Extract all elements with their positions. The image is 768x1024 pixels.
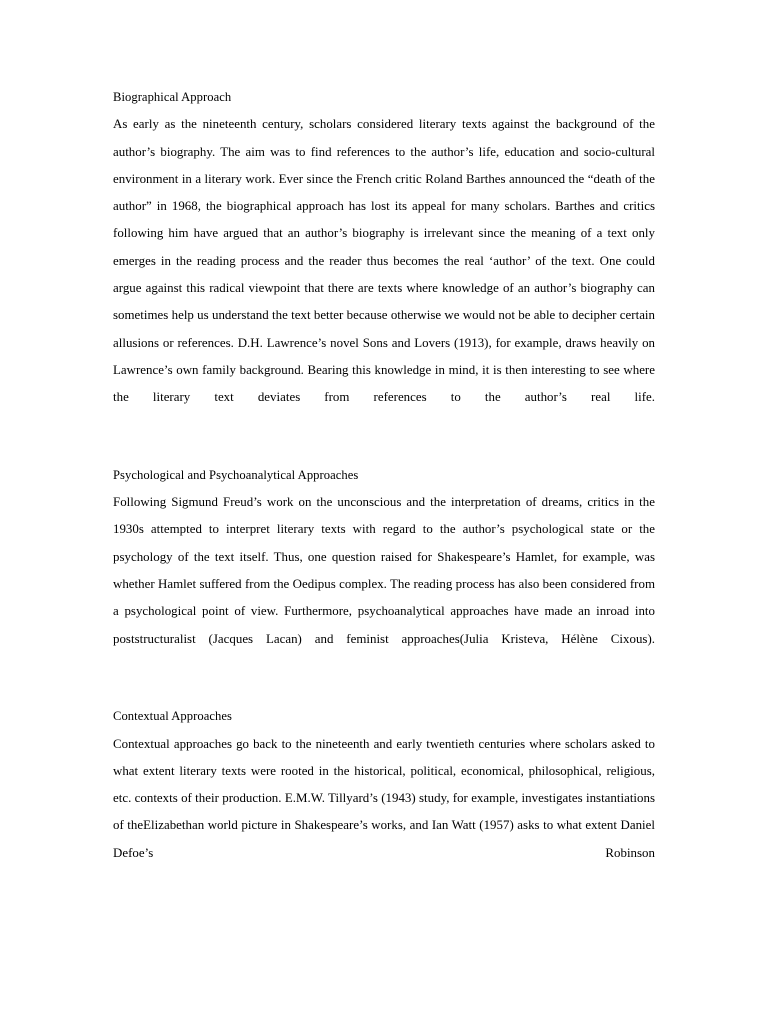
section-paragraph: As early as the nineteenth century, scholars considered literary texts against the background of the author’s biography. The aim was to find references to the author’s life, education and socio-cultural environment in a literary work. Ever since the French critic Roland Barthes announced the “death of the author” in 1968, the biographical approach has lost its appeal for many scholars. Barthes and critics following him have argued that an author’s biography is irrelevant since the meaning of a text only emerges in the reading process and the reader thus becomes the real ‘author’ of the text. One could argue against this radical viewpoint that there are texts where knowledge of an author’s biography can sometimes help us understand the text better because otherwise we would not be able to decipher certain allusions or references. D.H. Lawrence’s novel Sons and Lovers (1913), for example, draws heavily on Lawrence’s own family background. Bearing this knowledge in mind, it is then interesting to see where the literary text deviates from references to the author’s real life.: [113, 117, 655, 405]
section-biographical-approach: [113, 84, 655, 439]
section-heading: Biographical Approach: [113, 90, 232, 104]
section-paragraph: Following Sigmund Freud’s work on the unconscious and the interpretation of dreams, critics in the 1930s attempted to interpret literary texts with regard to the author’s psychological state or the psychology of the text itself. Thus, one question raised for Shakespeare’s Hamlet, for example, was whether Hamlet suffered from the Oedipus complex. The reading process has also been considered from a psychological point of view. Furthermore, psychoanalytical approaches have made an inroad into poststructuralist (Jacques Lacan) and feminist approaches(Julia Kristeva, Hélène Cixous).: [113, 495, 655, 646]
section-paragraph: Contextual approaches go back to the nineteenth and early twentieth centuries where scholars asked to what extent literary texts were rooted in the historical, political, economical, philosophical, religious, etc. contexts of their production. E.M.W. Tillyard’s (1943) study, for example, investigates instantiations of theElizabethan world picture in Shakespeare’s works, and Ian Watt (1957) asks to what extent Daniel Defoe’s Robinson: [113, 736, 655, 860]
section-contextual-approaches: [113, 703, 655, 894]
document-body: [113, 84, 655, 894]
section-heading: Psychological and Psychoanalytical Approaches: [113, 467, 359, 482]
section-psychological-and-psychoanalytical-approaches: [113, 462, 655, 680]
section-heading: Contextual Approaches: [113, 709, 232, 724]
